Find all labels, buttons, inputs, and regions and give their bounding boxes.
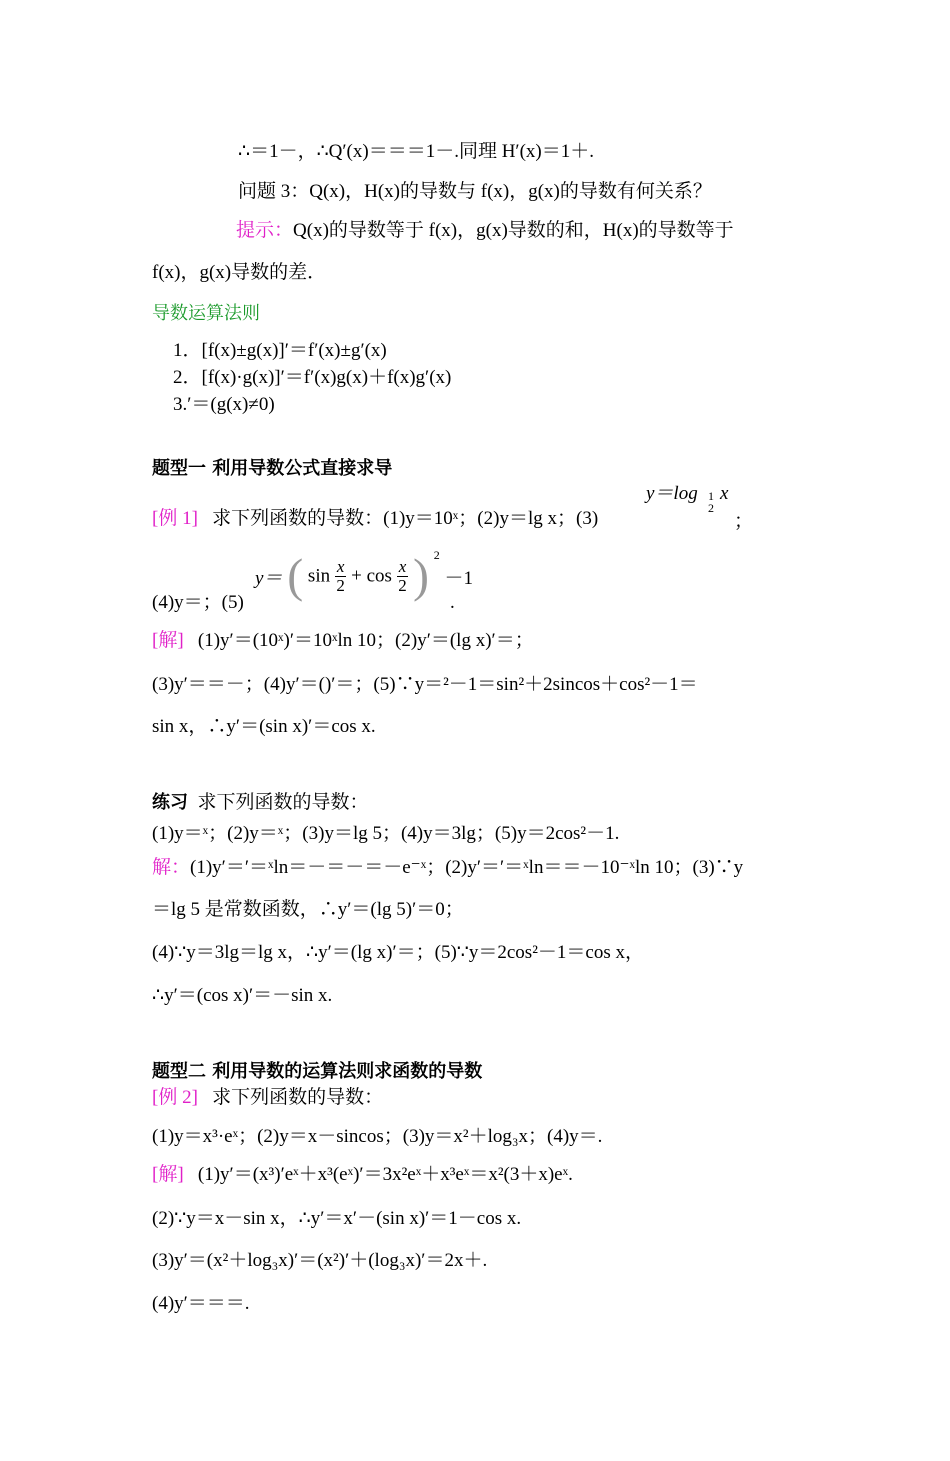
hint-line	[236, 219, 734, 243]
example1-formula-image	[255, 548, 473, 604]
practice-solution-text-1: (1)y′＝′＝ˣln＝－＝－＝－e⁻ˣ；(2)y′＝′＝ˣln＝＝－10⁻ˣln 10；(3)∵y	[190, 857, 744, 878]
formula-y: y＝	[255, 568, 283, 590]
formula-tail: －1	[444, 568, 473, 590]
formula-right-paren: )	[413, 549, 429, 603]
formula-plus: +	[351, 565, 362, 587]
solution1-label: [解]	[152, 630, 184, 651]
practice-solution-4: ∴y′＝(cos x)′＝－sin x.	[152, 985, 333, 1006]
frac2-den: 2	[398, 576, 407, 596]
solution1-line-2: (3)y′＝＝－；(4)y′＝()′＝；(5)∵y＝²－1＝sin²＋2sincos＋cos²－1＝	[152, 674, 698, 695]
text-line-1: ∴＝1－，∴Q′(x)＝＝＝1－.同理 H′(x)＝1＋.	[238, 141, 594, 162]
practice-label: 练习	[152, 792, 188, 813]
type1-title: 题型一 利用导数公式直接求导	[152, 458, 393, 479]
formula-left-paren: (	[287, 549, 304, 603]
example2-questions: (1)y＝x³·eˣ；(2)y＝x－sincos；(3)y＝x²＋log₃x；(4)y＝.	[152, 1126, 603, 1147]
formula-fraction-1	[335, 558, 347, 595]
example2-label: [例 2]	[152, 1087, 198, 1108]
example1-line-2: (4)y＝；(5)	[152, 592, 244, 613]
log-base-text: y＝log	[646, 483, 698, 504]
example1-line	[152, 507, 598, 531]
practice-questions: (1)y＝ˣ；(2)y＝ˣ；(3)y＝lg 5；(4)y＝3lg；(5)y＝2cos²－1.	[152, 823, 620, 844]
practice-solution-3: (4)∵y＝3lg＝lg x，∴y′＝(lg x)′＝；(5)∵y＝2cos²－1＝cos x，	[152, 942, 644, 963]
formula-fraction-2	[397, 558, 409, 595]
example1-label: [例 1]	[152, 508, 198, 529]
formula-exponent: 2	[433, 548, 440, 562]
solution2-line-1	[152, 1163, 573, 1187]
hint-label: 提示：	[236, 220, 294, 241]
solution2-line-3: (3)y′＝(x²＋log₃x)′＝(x²)′＋(log₃x)′＝2x＋.	[152, 1250, 488, 1271]
frac2-num: x	[398, 557, 407, 577]
solution2-label: [解]	[152, 1164, 184, 1185]
formula-cos: cos	[366, 565, 392, 587]
rules-title: 导数运算法则	[152, 303, 260, 324]
solution1-text-1: (1)y′＝(10ˣ)′＝10ˣln 10；(2)y′＝(lg x)′＝；	[197, 630, 534, 651]
formula-sin: sin	[307, 565, 331, 587]
type2-title: 题型二 利用导数的运算法则求函数的导数	[152, 1061, 483, 1082]
solution1-line-1	[152, 629, 534, 653]
example2-text: 求下列函数的导数：	[212, 1087, 384, 1108]
rule-1: 1．[f(x)±g(x)]′＝f′(x)±g′(x)	[173, 340, 387, 361]
practice-text: 求下列函数的导数：	[197, 792, 369, 813]
practice-solution-1	[152, 856, 743, 880]
frac1-den: 2	[336, 576, 345, 596]
solution2-text-1: (1)y′＝(x³)′eˣ＋x³(eˣ)′＝3x²eˣ＋x³eˣ＝x²(3＋x)eˣ.	[197, 1164, 573, 1185]
frac1-num: x	[336, 557, 345, 577]
hint-text: Q(x)的导数等于 f(x)，g(x)导数的和，H(x)的导数等于	[293, 220, 734, 241]
log-x: x	[720, 483, 729, 504]
log-sub-num: 1	[708, 489, 714, 503]
practice-solution-label: 解：	[152, 857, 191, 878]
example2-line	[152, 1086, 383, 1110]
rule-2: 2．[f(x)·g(x)]′＝f′(x)g(x)＋f(x)g′(x)	[173, 367, 452, 388]
solution2-line-4: (4)y′＝＝＝.	[152, 1293, 250, 1314]
rule-3: 3.′＝(g(x)≠0)	[173, 394, 275, 415]
log-sub-den: 2	[708, 501, 714, 515]
practice-solution-2: ＝lg 5 是常数函数，∴y′＝(lg 5)′＝0；	[152, 899, 464, 920]
solution2-line-2: (2)∵y＝x－sin x，∴y′＝x′－(sin x)′＝1－cos x.	[152, 1208, 522, 1229]
practice-header	[152, 791, 369, 815]
example1-semicolon: ；	[734, 511, 754, 532]
example1-text: 求下列函数的导数：(1)y＝10ˣ；(2)y＝lg x；(3)	[212, 508, 599, 529]
log-subscript	[708, 490, 714, 514]
question-3: 问题 3：Q(x)，H(x)的导数与 f(x)，g(x)的导数有何关系？	[238, 181, 712, 202]
hint-continuation: f(x)，g(x)导数的差．	[152, 262, 327, 283]
solution1-line-3: sin x，∴y′＝(sin x)′＝cos x.	[152, 716, 376, 737]
example1-log-formula	[646, 482, 698, 506]
example1-period: .	[450, 592, 455, 613]
